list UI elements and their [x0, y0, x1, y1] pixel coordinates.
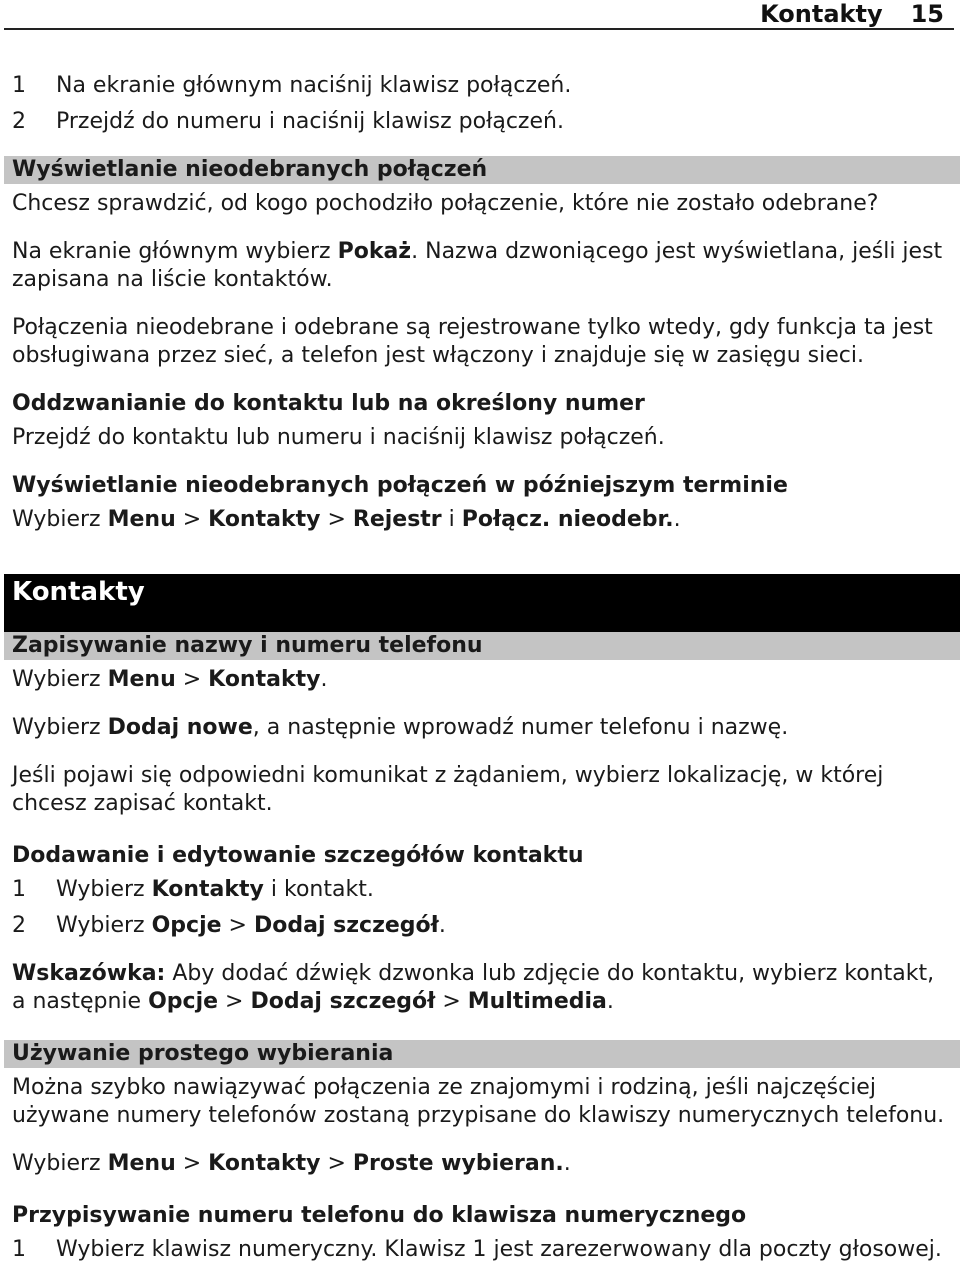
chapter-heading-contacts: Kontakty: [4, 574, 960, 632]
subheading-contact-details: Dodawanie i edytowanie szczegółów kontaktu: [12, 843, 584, 868]
callback-text: Przejdź do kontaktu lub numeru i naciśnij klawisz połączeń.: [12, 425, 665, 450]
list-item: 2 Wybierz Opcje > Dodaj szczegół.: [12, 913, 446, 938]
missed-calls-question: Chcesz sprawdzić, od kogo pochodziło połączenie, które nie zostało odebrane?: [12, 191, 879, 216]
save-line-3: Jeśli pojawi się odpowiedni komunikat z żądaniem, wybierz lokalizację, w której chcesz zapisać kontakt.: [12, 763, 884, 816]
list-item: [12, 72, 952, 100]
missed-calls-paragraph-2: Połączenia nieodebrane i odebrane są rejestrowane tylko wtedy, gdy funkcja ta jest obsługiwana przez sieć, a telefon jest włączony i znajduje się w zasięgu sieci.: [12, 315, 933, 368]
list-item: 1 Wybierz klawisz numeryczny. Klawisz 1 jest zarezerwowany dla poczty głosowej.: [12, 1237, 942, 1262]
page-number: 15: [910, 0, 944, 28]
save-line-1: Wybierz Menu > Kontakty.: [12, 667, 328, 692]
tip-label: Wskazówka:: [12, 961, 166, 986]
subheading-missed-later: Wyświetlanie nieodebranych połączeń w późniejszym terminie: [12, 473, 788, 498]
missed-calls-paragraph-1: Na ekranie głównym wybierz Pokaż. Nazwa dzwoniącego jest wyświetlana, jeśli jest zapisana na liście kontaktów.: [12, 239, 943, 292]
subheading-callback: Oddzwanianie do kontaktu lub na określony numer: [12, 391, 645, 416]
section-heading-save-contact: Zapisywanie nazwy i numeru telefonu: [4, 632, 960, 660]
list-item: 1 Wybierz Kontakty i kontakt.: [12, 877, 374, 902]
header-rule: [4, 28, 954, 30]
subheading-assign-key: Przypisywanie numeru telefonu do klawisza numerycznego: [12, 1203, 747, 1228]
missed-later-menu-path: Wybierz Menu > Kontakty > Rejestr i Połącz. nieodebr..: [12, 507, 681, 532]
section-heading-missed-calls: Wyświetlanie nieodebranych połączeń: [4, 156, 960, 184]
speed-dial-text: Można szybko nawiązywać połączenia ze znajomymi i rodziną, jeśli najczęściej używane numery telefonów zostaną przypisane do klawiszy numerycznych telefonu.: [12, 1075, 945, 1128]
running-header-title: Kontakty: [760, 0, 883, 28]
section-heading-speed-dial: Używanie prostego wybierania: [4, 1040, 960, 1068]
assign-steps-list: [12, 1236, 952, 1264]
tip-paragraph: Wskazówka: Aby dodać dźwięk dzwonka lub zdjęcie do kontaktu, wybierz kontakt, a następnie Opcje > Dodaj szczegół > Multimedia.: [12, 961, 935, 1014]
call-steps-list: [12, 72, 952, 136]
details-steps-list: [12, 876, 952, 940]
show-option: Pokaż: [337, 239, 412, 264]
running-header: [760, 0, 944, 28]
step-number: 2: [12, 109, 26, 134]
page-content: [12, 72, 952, 1264]
save-line-2: Wybierz Dodaj nowe, a następnie wprowadź numer telefonu i nazwę.: [12, 715, 789, 740]
speed-dial-menu-path: Wybierz Menu > Kontakty > Proste wybieran..: [12, 1151, 571, 1176]
step-text: Na ekranie głównym naciśnij klawisz połączeń.: [56, 73, 572, 98]
step-text: Przejdź do numeru i naciśnij klawisz połączeń.: [56, 109, 564, 134]
step-number: 1: [12, 73, 26, 98]
list-item: [12, 108, 952, 136]
